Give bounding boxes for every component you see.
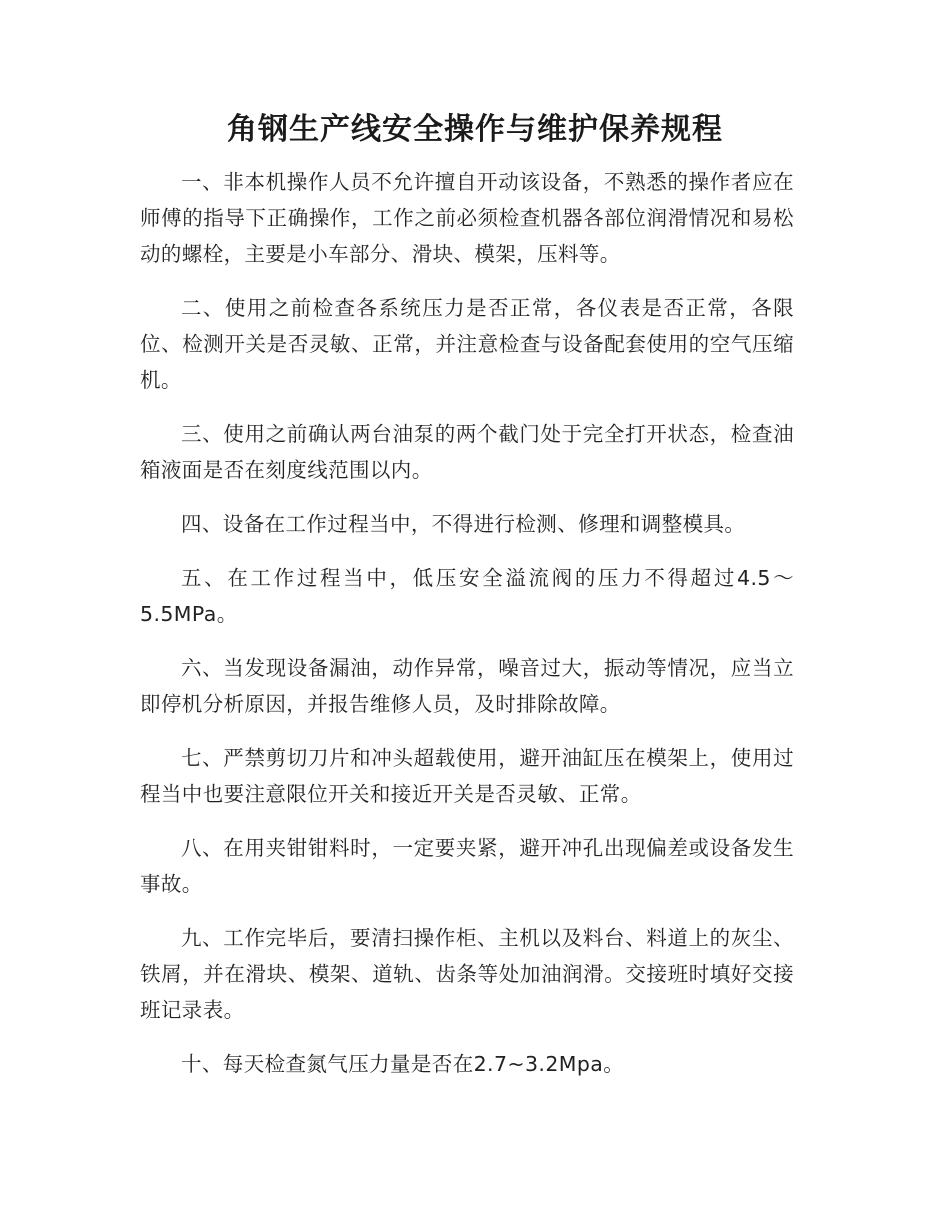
paragraph-2: 二、使用之前检查各系统压力是否正常，各仪表是否正常，各限位、检测开关是否灵敏、正常，并注意检查与设备配套使用的空气压缩机。 <box>140 296 794 392</box>
paragraph-9: 九、工作完毕后，要清扫操作柜、主机以及料台、料道上的灰尘、铁屑，并在滑块、模架、道轨、齿条等处加油润滑。交接班时填好交接班记录表。 <box>140 926 794 1022</box>
paragraph-8: 八、在用夹钳钳料时，一定要夹紧，避开冲孔出现偏差或设备发生事故。 <box>140 836 794 896</box>
paragraph-5: 五、在工作过程当中，低压安全溢流阀的压力不得超过4.5～5.5MPa。 <box>140 566 794 626</box>
paragraph-10: 十、每天检查氮气压力量是否在2.7~3.2Mpa。 <box>181 1052 625 1076</box>
paragraph-3: 三、使用之前确认两台油泵的两个截门处于完全打开状态，检查油箱液面是否在刻度线范围以内。 <box>140 422 794 482</box>
paragraph-6: 六、当发现设备漏油，动作异常，噪音过大，振动等情况，应当立即停机分析原因，并报告维修人员，及时排除故障。 <box>140 656 794 716</box>
paragraph-4: 四、设备在工作过程当中，不得进行检测、修理和调整模具。 <box>181 512 746 536</box>
document-title: 角钢生产线安全操作与维护保养规程 <box>227 112 723 147</box>
document-body <box>140 164 794 1100</box>
paragraph-1: 一、非本机操作人员不允许擅自开动该设备，不熟悉的操作者应在师傅的指导下正确操作，工作之前必须检查机器各部位润滑情况和易松动的螺栓，主要是小车部分、滑块、模架，压料等。 <box>140 170 794 266</box>
paragraph-7: 七、严禁剪切刀片和冲头超载使用，避开油缸压在模架上，使用过程当中也要注意限位开关和接近开关是否灵敏、正常。 <box>140 746 794 806</box>
